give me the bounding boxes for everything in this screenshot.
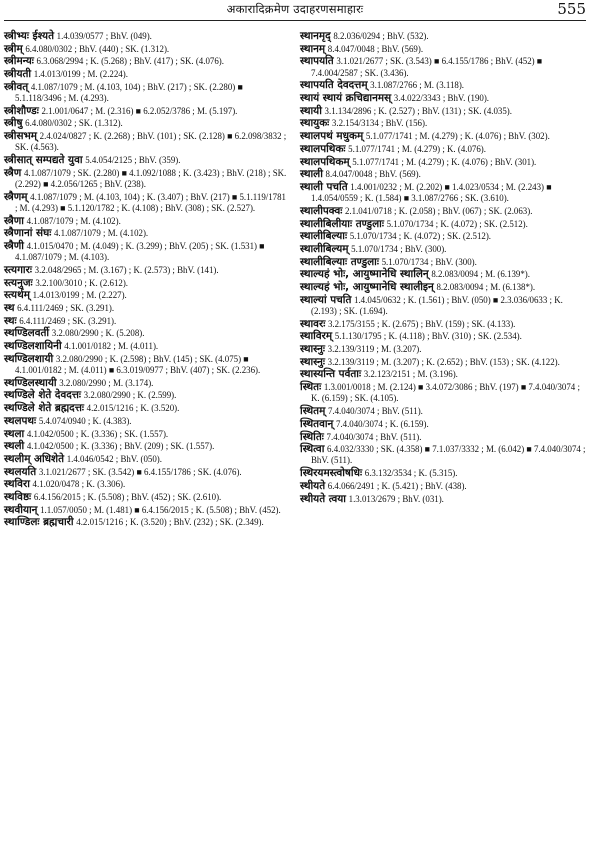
- entry-references: 4.1.087/1079 ; M. (4.103, 104) ; K. (3.407) ; BhV. (217) ■ 5.1.119/1781 ; M. (4.293) ■ 5.1.120/1782 ; K. (4.108) ; BhV. (308) ; SK. (2.527).: [15, 191, 286, 213]
- entry-references: 4.1.042/0500 ; K. (3.336) ; BhV. (209) ; SK. (1.557).: [26, 441, 215, 452]
- index-entry: [300, 468, 586, 479]
- entry-headword: स्त्यनुजः: [4, 276, 33, 289]
- index-entry: [4, 390, 290, 401]
- index-entry: [300, 444, 586, 466]
- index-entry: [4, 303, 290, 314]
- entry-headword: स्थालपथिकम्: [300, 155, 350, 168]
- entry-headword: स्थालीबिल्याः: [300, 230, 348, 243]
- index-entry: [300, 369, 586, 380]
- index-entry: [4, 328, 290, 339]
- entry-headword: स्थालीबिलीयाः तण्डुलाः: [300, 217, 384, 230]
- entry-headword: स्थण्डिलस्थायी: [4, 376, 57, 389]
- entry-headword: स्थाण्डिलः ब्रह्मचारी: [4, 516, 74, 529]
- entry-references: 3.1.134/2896 ; K. (2.527) ; BhV. (131) ; SK. (4.035).: [324, 105, 512, 116]
- entry-references: 5.1.130/1795 ; K. (4.118) ; BhV. (310) ; SK. (2.534).: [334, 331, 522, 342]
- index-entry: [4, 290, 290, 301]
- entry-headword: स्थायुकः: [300, 117, 330, 130]
- entry-headword: स्त्रीवत्: [4, 80, 29, 93]
- index-entry: [4, 118, 290, 129]
- index-entry: [4, 416, 290, 427]
- index-entry: [4, 378, 290, 389]
- entry-headword: स्थायं स्थायं क्रचिद्यानमस्: [300, 92, 392, 105]
- index-entry: [4, 479, 290, 490]
- index-entry: [300, 118, 586, 129]
- index-entry: [4, 44, 290, 55]
- index-entry: [4, 429, 290, 440]
- entry-references: 6.4.066/2491 ; K. (5.421) ; BhV. (438).: [327, 480, 467, 491]
- entry-headword: स्थित्वा: [300, 443, 325, 456]
- entry-references: 6.4.111/2469 ; SK. (3.291).: [17, 302, 115, 313]
- entry-headword: स्थलयति: [4, 465, 37, 478]
- entry-references: 4.1.087/1079 ; SK. (2.280) ■ 4.1.092/1088 ; K. (3.423) ; BhV. (218) ; SK. (2.292) ■ 4.2.056/1265 ; BhV. (238).: [15, 167, 287, 189]
- entry-references: 3.2.080/2990 ; M. (3.174).: [59, 377, 154, 388]
- entry-references: 2.1.041/0718 ; K. (2.058) ; BhV. (067) ; SK. (2.063).: [344, 205, 533, 216]
- index-entry: [300, 481, 586, 492]
- entry-references: 1.4.013/0199 ; M. (2.224).: [33, 69, 128, 80]
- entry-references: 1.4.046/0542 ; BhV. (050).: [66, 453, 162, 464]
- entry-references: 4.1.087/1079 ; M. (4.102).: [53, 228, 149, 239]
- entry-headword: स्थितः: [300, 381, 322, 394]
- index-entry: [300, 257, 586, 268]
- entry-headword: स्थाली पचति: [300, 180, 348, 193]
- index-entry: [300, 419, 586, 430]
- entry-headword: स्थास्नुः: [300, 343, 325, 356]
- entry-headword: स्थला: [4, 427, 25, 440]
- index-entry: [4, 69, 290, 80]
- entry-headword: स्थालपथं मधुकम्: [300, 130, 364, 143]
- entry-headword: स्थलीम् अधिशेते: [4, 452, 65, 465]
- index-entry: [4, 505, 290, 516]
- entry-headword: स्थाली: [300, 168, 323, 181]
- entry-headword: स्थितम्: [300, 405, 326, 418]
- index-entry: [4, 106, 290, 117]
- entry-references: 4.1.015/0470 ; M. (4.049) ; K. (3.299) ; BhV. (205) ; SK. (1.531) ■ 4.1.087/1079 ; M. (4.103).: [15, 240, 265, 263]
- entry-headword: स्थावरः: [300, 317, 326, 330]
- index-entry: [4, 278, 290, 289]
- index-entry: [4, 56, 290, 67]
- entry-headword: स्थण्डिलवर्ती: [4, 327, 50, 340]
- entry-references: 1.4.013/0199 ; M. (2.227).: [32, 290, 127, 301]
- entry-references: 1.4.001/0232 ; M. (2.202) ■ 1.4.023/0534 ; M. (2.243) ■ 1.4.054/0559 ; K. (1.584) ■ 3.1.087/2766 ; SK. (3.610).: [311, 181, 552, 204]
- entry-references: 3.2.080/2990 ; K. (2.599).: [83, 390, 177, 401]
- entry-headword: स्थालीबिल्याः तण्डुलाः: [300, 255, 379, 268]
- entry-headword: स्थण्डिले शेते ब्रह्मदत्तः: [4, 402, 84, 415]
- index-entry: [300, 44, 586, 55]
- entry-references: 4.1.042/0500 ; K. (3.336) ; SK. (1.557).: [26, 428, 169, 439]
- entry-references: 1.3.013/2679 ; BhV. (031).: [348, 493, 444, 504]
- index-entry: [300, 56, 586, 78]
- entry-references: 3.1.087/2766 ; M. (3.118).: [370, 80, 465, 91]
- entry-headword: स्त्रीशौण्डः: [4, 104, 39, 117]
- entry-references: 2.4.024/0827 ; K. (2.268) ; BhV. (101) ; SK. (2.128) ■ 6.2.098/3832 ; SK. (4.563).: [15, 131, 287, 153]
- entry-headword: स्त्रैणम्: [4, 190, 28, 203]
- index-entry: [4, 82, 290, 104]
- entry-headword: स्थवीयान्: [4, 503, 38, 516]
- entry-headword: स्त्यगारः: [4, 263, 32, 276]
- entry-headword: स्थास्यन्ति पर्वताः: [300, 368, 362, 381]
- entry-references: 6.4.156/2015 ; K. (5.508) ; BhV. (452) ; SK. (2.610).: [33, 492, 222, 503]
- entry-headword: स्त्रीयती: [4, 68, 32, 81]
- entry-headword: स्थलपथः: [4, 414, 37, 427]
- index-entry: [4, 403, 290, 414]
- entry-headword: स्थाल्यहं भोः, आयुष्मानेधि स्थालिन्: [300, 268, 429, 281]
- index-entry: [4, 265, 290, 276]
- index-entry: [300, 93, 586, 104]
- index-entry: [300, 244, 586, 255]
- entry-headword: स्त्रैणा: [4, 214, 24, 227]
- entry-references: 1.3.001/0018 ; M. (2.124) ■ 3.4.072/3086 ; BhV. (197) ■ 7.4.040/3074 ; K. (6.159) ; SK. (4.105).: [311, 382, 580, 404]
- entry-references: 4.2.015/1216 ; K. (3.520).: [86, 403, 180, 414]
- entry-headword: स्त्रैण: [4, 166, 22, 179]
- entry-headword: स्थालीपक्वः: [300, 204, 343, 217]
- entry-references: 3.2.080/2990 ; K. (5.208).: [51, 328, 145, 339]
- index-entry: [300, 231, 586, 242]
- entry-references: 5.1.077/1741 ; M. (4.279) ; K. (4.076) ; BhV. (302).: [365, 131, 550, 142]
- entry-references: 1.4.045/0632 ; K. (1.561) ; BhV. (050) ■ 2.3.036/0633 ; K. (2.193) ; SK. (1.694).: [311, 294, 563, 316]
- entry-references: 6.4.080/0302 ; BhV. (440) ; SK. (1.312).: [25, 43, 170, 54]
- entry-references: 3.2.123/2151 ; M. (3.196).: [363, 369, 458, 380]
- index-entry: [300, 357, 586, 368]
- entry-references: 3.2.100/3010 ; K. (2.612).: [35, 277, 129, 288]
- entry-headword: स्थविष्ठः: [4, 491, 32, 504]
- index-entry: [300, 80, 586, 91]
- index-entry: [4, 131, 290, 153]
- entry-references: 5.1.077/1741 ; M. (4.279) ; K. (4.076) ; BhV. (301).: [352, 156, 537, 167]
- index-entry: [300, 131, 586, 142]
- index-entry: [300, 319, 586, 330]
- entry-headword: स्थ: [4, 301, 15, 314]
- entry-headword: स्त्रीसात् सम्पद्यते युवा: [4, 154, 83, 167]
- entry-headword: स्त्यर्थम्: [4, 289, 30, 302]
- entry-headword: स्थापयति देवदत्तम्: [300, 79, 368, 92]
- entry-headword: स्थापयति: [300, 55, 334, 68]
- entry-headword: स्थण्डिलशायिनी: [4, 340, 62, 353]
- entry-references: 3.2.048/2965 ; M. (3.167) ; K. (2.573) ; BhV. (141).: [34, 264, 219, 275]
- right-column: [300, 31, 586, 530]
- index-entry: [300, 219, 586, 230]
- index-entry: [300, 157, 586, 168]
- entry-references: 3.4.022/3343 ; BhV. (190).: [393, 93, 490, 104]
- entry-references: 8.4.047/0048 ; BhV. (569).: [325, 169, 421, 180]
- index-entry: [300, 269, 586, 280]
- index-entry: [4, 467, 290, 478]
- index-entry: [4, 216, 290, 227]
- entry-references: 5.1.070/1734 ; K. (4.072) ; SK. (2.512).: [349, 231, 491, 242]
- entry-headword: स्थानम्: [300, 42, 326, 55]
- index-entry: [300, 144, 586, 155]
- entry-headword: स्थली: [4, 440, 25, 453]
- index-entry: [4, 192, 290, 214]
- entry-references: 5.4.074/0940 ; K. (4.383).: [38, 415, 132, 426]
- entry-headword: स्त्रीभ्यः ईश्यते: [4, 30, 55, 42]
- entry-headword: स्थितिः: [300, 430, 324, 443]
- entry-headword: स्थीयते त्वया: [300, 492, 346, 505]
- entry-references: 1.4.039/0577 ; BhV. (049).: [56, 31, 152, 41]
- entry-headword: स्थालपथिकः: [300, 142, 346, 155]
- index-entry: [300, 206, 586, 217]
- entry-headword: स्थण्डिलशायी: [4, 352, 54, 365]
- index-entry: [300, 382, 586, 404]
- entry-references: 3.1.021/2677 ; SK. (3.542) ■ 6.4.155/1786 ; SK. (4.076).: [38, 466, 242, 477]
- entry-headword: स्थानमृद्: [300, 30, 331, 42]
- entry-references: 5.1.070/1734 ; K. (4.072) ; SK. (2.512).: [386, 218, 528, 229]
- index-entry: [300, 494, 586, 505]
- entry-references: 6.4.032/3330 ; SK. (4.358) ■ 7.1.037/3332 ; M. (6.042) ■ 7.4.040/3074 ; BhV. (511).: [311, 444, 586, 466]
- entry-references: 3.2.139/3119 ; M. (3.207).: [327, 344, 422, 355]
- index-entry: [4, 155, 290, 166]
- entry-references: 4.1.020/0478 ; K. (3.306).: [32, 479, 126, 490]
- entry-references: 8.2.083/0094 ; M. (6.138*).: [436, 282, 536, 293]
- index-entry: [300, 282, 586, 293]
- index-entry: [4, 341, 290, 352]
- entry-references: 3.2.154/3134 ; BhV. (156).: [331, 118, 428, 129]
- entry-references: 5.4.054/2125 ; BhV. (359).: [85, 155, 181, 166]
- entry-headword: स्थण्डिले शेते देवदत्तः: [4, 389, 82, 402]
- index-columns: [4, 31, 586, 530]
- index-entry: [300, 106, 586, 117]
- index-entry: [300, 432, 586, 443]
- entry-references: 6.3.068/2994 ; K. (5.268) ; BhV. (417) ; SK. (4.076).: [36, 56, 224, 67]
- entry-references: 7.4.040/3074 ; BhV. (511).: [327, 406, 423, 417]
- index-entry: [300, 182, 586, 204]
- index-entry: [4, 517, 290, 528]
- entry-references: 8.4.047/0048 ; BhV. (569).: [327, 43, 424, 54]
- index-entry: [4, 31, 290, 42]
- index-entry: [4, 316, 290, 327]
- entry-references: 4.1.087/1079 ; M. (4.103, 104) ; BhV. (217) ; SK. (2.280) ■ 5.1.118/3496 ; M. (4.293).: [15, 81, 243, 104]
- entry-headword: स्थाविरम्: [300, 330, 333, 343]
- index-entry: [300, 295, 586, 317]
- index-entry: [4, 241, 290, 263]
- entry-headword: स्थितवान्: [300, 417, 334, 430]
- entry-headword: स्थायी: [300, 104, 322, 117]
- entry-references: 7.4.040/3074 ; BhV. (511).: [326, 431, 422, 442]
- entry-headword: स्त्रैणी: [4, 239, 24, 252]
- entry-references: 2.1.001/0647 ; M. (2.316) ■ 6.2.052/3786 ; M. (5.197).: [41, 105, 238, 116]
- entry-headword: स्थीयते: [300, 479, 326, 492]
- entry-references: 5.1.077/1741 ; M. (4.279) ; K. (4.076).: [348, 143, 486, 154]
- entry-headword: स्थाल्यां पचति: [300, 293, 352, 306]
- entry-references: 5.1.070/1734 ; BhV. (300).: [381, 256, 477, 267]
- entry-headword: स्त्रीसभम्: [4, 130, 38, 143]
- entry-references: 4.1.001/0182 ; M. (4.011).: [64, 341, 159, 352]
- entry-references: 6.4.111/2469 ; SK. (3.291).: [19, 315, 117, 326]
- entry-references: 6.3.132/3534 ; K. (5.315).: [364, 468, 458, 479]
- entry-references: 4.1.087/1079 ; M. (4.102).: [26, 215, 121, 226]
- entry-headword: स्थविरा: [4, 478, 30, 491]
- index-entry: [300, 169, 586, 180]
- running-header: [4, 0, 586, 21]
- entry-headword: स्थाल्यहं भोः, आयुष्मानेधि स्थालीइन्: [300, 281, 434, 294]
- entry-headword: स्त्रीम्: [4, 42, 23, 55]
- index-entry: [4, 454, 290, 465]
- header-title: अकारादिक्रमेण उदाहरणसमाहारः: [226, 2, 364, 16]
- index-entry: [4, 228, 290, 239]
- index-entry: [4, 168, 290, 190]
- left-column: [4, 31, 290, 530]
- entry-references: 1.1.057/0050 ; M. (1.481) ■ 6.4.156/2015 ; K. (5.508) ; BhV. (452).: [40, 504, 281, 515]
- index-entry: [300, 31, 586, 42]
- entry-references: 3.2.175/3155 ; K. (2.675) ; BhV. (159) ; SK. (4.133).: [327, 318, 516, 329]
- entry-references: 6.4.080/0302 ; SK. (1.312).: [25, 118, 123, 129]
- page-number: 555: [557, 0, 586, 18]
- entry-headword: स्थास्नुः: [300, 355, 325, 368]
- index-entry: [300, 331, 586, 342]
- entry-references: 8.2.083/0094 ; M. (6.139*).: [431, 269, 530, 280]
- index-entry: [4, 441, 290, 452]
- entry-references: 3.2.139/3119 ; M. (3.207) ; K. (2.652) ; BhV. (153) ; SK. (4.122).: [327, 356, 560, 367]
- entry-headword: स्त्रीमन्यः: [4, 55, 34, 68]
- index-entry: [300, 344, 586, 355]
- entry-references: 8.2.036/0294 ; BhV. (532).: [333, 31, 429, 41]
- index-entry: [300, 406, 586, 417]
- entry-headword: स्थः: [4, 314, 17, 327]
- entry-references: 4.2.015/1216 ; K. (3.520) ; BhV. (232) ; SK. (2.349).: [76, 517, 264, 528]
- entry-references: 3.1.021/2677 ; SK. (3.543) ■ 6.4.155/1786 ; BhV. (452) ■ 7.4.004/2587 ; SK. (3.436).: [311, 56, 543, 78]
- index-entry: [4, 492, 290, 503]
- entry-headword: स्त्रीषु: [4, 117, 23, 130]
- entry-headword: स्थालीबिल्यम्: [300, 242, 349, 255]
- index-entry: [4, 354, 290, 376]
- entry-references: 3.2.080/2990 ; K. (2.598) ; BhV. (145) ; SK. (4.075) ■ 4.1.001/0182 ; M. (4.011) ■ 6.3.019/0977 ; BhV. (407) ; SK. (2.236).: [15, 353, 261, 375]
- entry-headword: स्थिरयमस्त्वोषधिः: [300, 467, 363, 480]
- entry-headword: स्त्रैणानां संघः: [4, 227, 52, 240]
- entry-references: 7.4.040/3074 ; K. (6.159).: [335, 418, 429, 429]
- entry-references: 5.1.070/1734 ; BhV. (300).: [351, 243, 447, 254]
